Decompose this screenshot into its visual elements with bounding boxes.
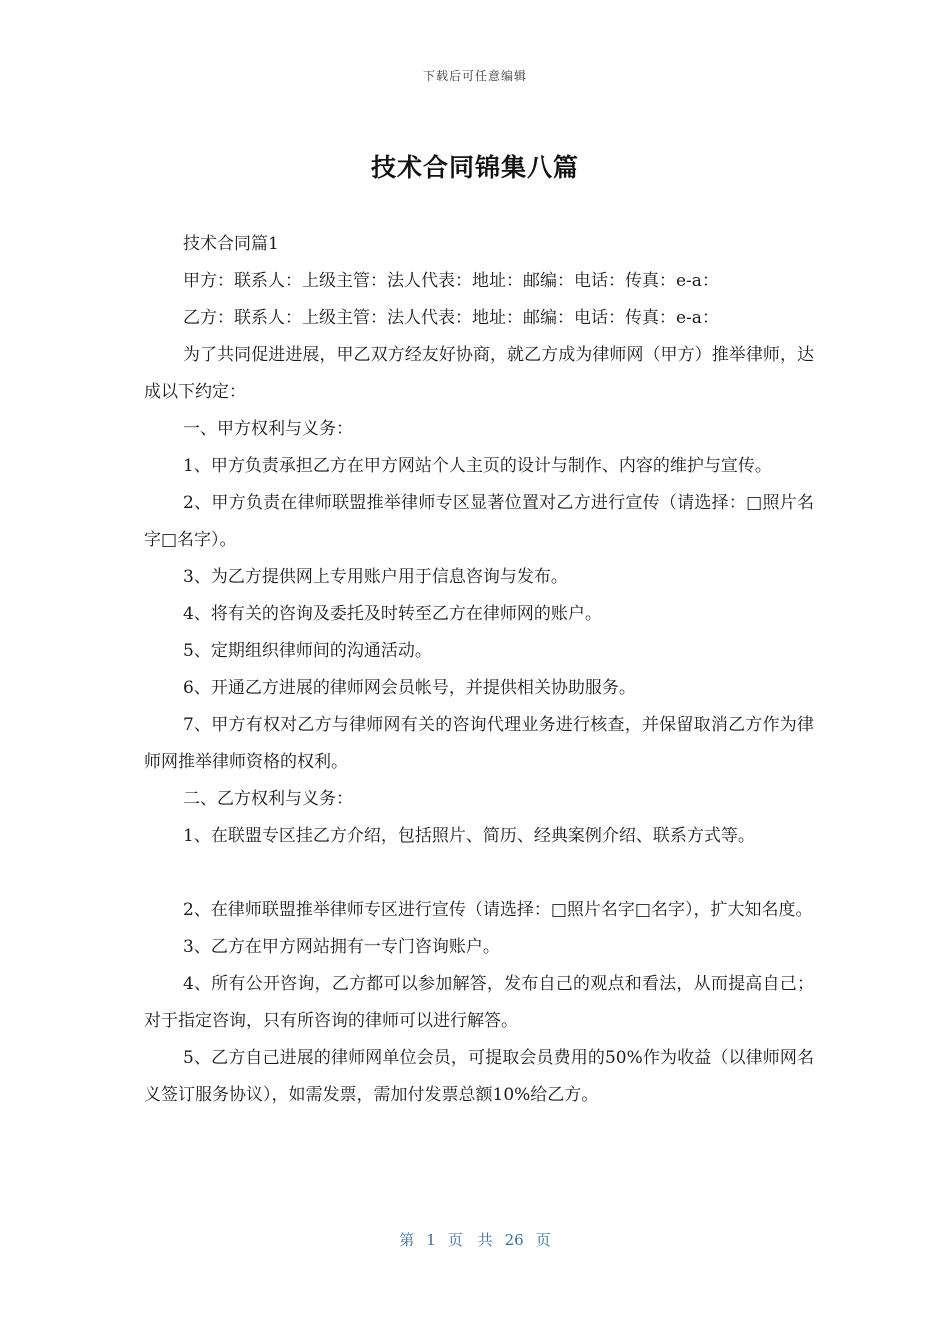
clause-a-7: 7、甲方有权对乙方与律师网有关的咨询代理业务进行核查，并保留取消乙方作为律师网推举律师资格的权利。	[144, 715, 814, 772]
party-b-line: 乙方：联系人：上级主管：法人代表：地址：邮编：电话：传真：e-a：	[183, 308, 719, 328]
footer-total-pages: 26	[504, 1231, 524, 1249]
clause-a-1: 1、甲方负责承担乙方在甲方网站个人主页的设计与制作、内容的维护与宣传。	[183, 456, 772, 476]
clause-b-3: 3、乙方在甲方网站拥有一专门咨询账户。	[183, 937, 500, 957]
footer-suffix: 页	[535, 1231, 551, 1249]
document-body	[144, 226, 814, 1114]
footer-page-number: 1	[426, 1231, 436, 1249]
clause-a-3: 3、为乙方提供网上专用账户用于信息咨询与发布。	[183, 567, 568, 587]
clause-b-5: 5、乙方自己进展的律师网单位会员，可提取会员费用的50%作为收益（以律师网名义签订服务协议），如需发票，需加付发票总额10%给乙方。	[144, 1048, 814, 1105]
preamble-paragraph: 为了共同促进进展，甲乙双方经友好协商，就乙方成为律师网（甲方）推举律师，达成以下约定：	[144, 345, 814, 402]
clause-b-2: 2、在律师联盟推举律师专区进行宣传（请选择：□照片名字□名字），扩大知名度。	[183, 900, 813, 920]
clause-heading-party-b: 二、乙方权利与义务：	[183, 789, 353, 809]
party-a-line: 甲方：联系人：上级主管：法人代表：地址：邮编：电话：传真：e-a：	[183, 271, 719, 291]
document-title: 技术合同锦集八篇	[370, 153, 579, 182]
header-note: 下载后可任意编辑	[422, 69, 527, 83]
section-heading-1: 技术合同篇1	[183, 234, 279, 254]
clause-heading-party-a: 一、甲方权利与义务：	[183, 419, 353, 439]
footer-prefix: 第	[399, 1231, 415, 1249]
clause-a-6: 6、开通乙方进展的律师网会员帐号，并提供相关协助服务。	[183, 678, 636, 698]
clause-b-1: 1、在联盟专区挂乙方介绍，包括照片、简历、经典案例介绍、联系方式等。	[183, 826, 755, 846]
clause-b-4: 4、所有公开咨询，乙方都可以参加解答，发布自己的观点和看法，从而提高自己；对于指定咨询，只有所咨询的律师可以进行解答。	[144, 974, 814, 1031]
clause-a-5: 5、定期组织律师间的沟通活动。	[183, 641, 432, 661]
clause-a-4: 4、将有关的咨询及委托及时转至乙方在律师网的账户。	[183, 604, 602, 624]
page-footer	[0, 1229, 950, 1250]
footer-middle: 页 共	[447, 1231, 493, 1249]
clause-a-2: 2、甲方负责在律师联盟推举律师专区显著位置对乙方进行宣传（请选择：□照片名字□名字）。	[144, 493, 814, 550]
